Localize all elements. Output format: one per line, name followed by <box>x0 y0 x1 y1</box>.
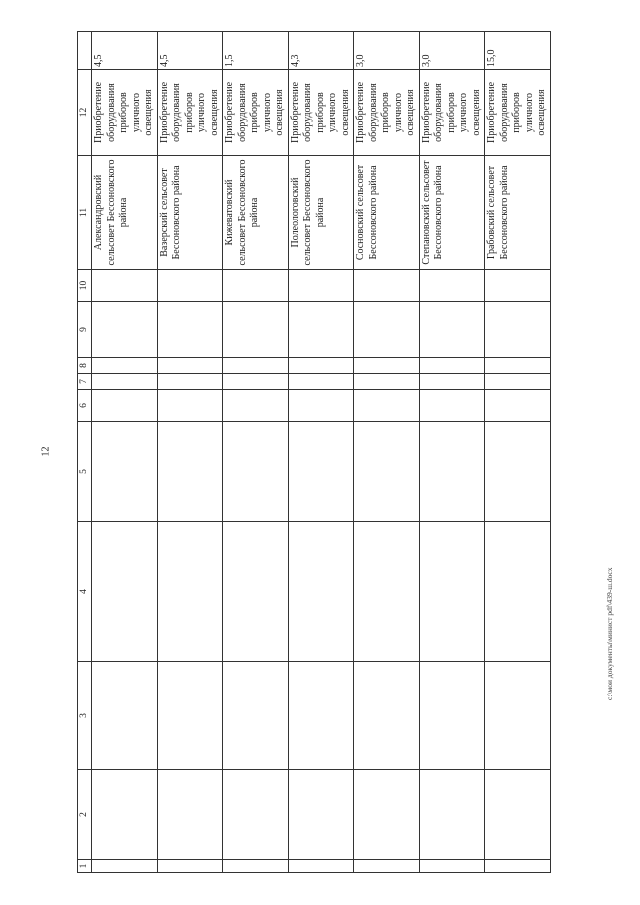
col-header-4: 4 <box>78 522 92 662</box>
table-cell <box>92 270 158 302</box>
table-cell <box>223 860 289 873</box>
organization-cell: Кижеватовский сельсовет Бессоновского района <box>223 156 289 270</box>
table-cell <box>485 522 551 662</box>
table-cell <box>92 390 158 422</box>
table-cell <box>485 390 551 422</box>
table-cell <box>157 422 223 522</box>
table-cell <box>485 358 551 374</box>
table-cell <box>92 522 158 662</box>
table-cell <box>485 270 551 302</box>
table-cell <box>354 358 420 374</box>
table-cell <box>92 358 158 374</box>
organization-cell: Александровский сельсовет Бессоновского района <box>92 156 158 270</box>
table-cell <box>92 860 158 873</box>
purpose-cell: Приобретение оборудования приборов уличного освещения <box>288 70 354 156</box>
col-header-2: 2 <box>78 770 92 860</box>
table-cell <box>223 374 289 390</box>
table-cell <box>288 390 354 422</box>
table-cell <box>419 422 485 522</box>
table-cell <box>419 770 485 860</box>
table-cell <box>354 390 420 422</box>
table-cell <box>223 522 289 662</box>
table-cell <box>485 302 551 358</box>
table-cell <box>92 374 158 390</box>
table-cell <box>223 770 289 860</box>
amount-cell: 3,0 <box>354 32 420 70</box>
table-cell <box>92 422 158 522</box>
table-cell <box>288 302 354 358</box>
table-row <box>354 32 420 873</box>
purpose-cell: Приобретение оборудования приборов уличного освещения <box>485 70 551 156</box>
col-header-11: 11 <box>78 156 92 270</box>
table-cell <box>92 770 158 860</box>
column-number-row <box>78 32 92 873</box>
table-cell <box>354 302 420 358</box>
col-header-5: 5 <box>78 422 92 522</box>
table-cell <box>157 374 223 390</box>
table-cell <box>157 770 223 860</box>
table-cell <box>157 270 223 302</box>
table-cell <box>419 270 485 302</box>
col-header-6: 6 <box>78 390 92 422</box>
table-cell <box>288 522 354 662</box>
col-header-7: 7 <box>78 374 92 390</box>
table-cell <box>157 522 223 662</box>
table-row <box>157 32 223 873</box>
table-cell <box>419 662 485 770</box>
table-cell <box>354 374 420 390</box>
table-cell <box>288 770 354 860</box>
rotated-table-container <box>77 32 585 873</box>
document-page <box>77 32 585 873</box>
amount-cell: 4,5 <box>157 32 223 70</box>
table-cell <box>485 860 551 873</box>
table-cell <box>223 390 289 422</box>
table-cell <box>223 302 289 358</box>
organization-cell: Полеологовский сельсовет Бессоновского района <box>288 156 354 270</box>
table-cell <box>288 860 354 873</box>
footer-file-path: с:\мои документы\минист pdf\439-ш.docx <box>605 567 614 700</box>
table-cell <box>485 662 551 770</box>
col-header-3: 3 <box>78 662 92 770</box>
table-cell <box>288 422 354 522</box>
table-cell <box>223 662 289 770</box>
purpose-cell: Приобретение оборудования приборов уличного освещения <box>157 70 223 156</box>
table-cell <box>288 270 354 302</box>
amount-cell: 15,0 <box>485 32 551 70</box>
table-cell <box>157 860 223 873</box>
purpose-cell: Приобретение оборудования приборов уличного освещения <box>223 70 289 156</box>
page-number: 12 <box>40 446 52 457</box>
table-row <box>419 32 485 873</box>
table-cell <box>354 860 420 873</box>
table-cell <box>288 374 354 390</box>
amount-cell: 4,3 <box>288 32 354 70</box>
amount-cell: 1,5 <box>223 32 289 70</box>
table-cell <box>419 302 485 358</box>
table-cell <box>485 422 551 522</box>
col-header-8: 8 <box>78 358 92 374</box>
table-row <box>92 32 158 873</box>
organization-cell: Степановский сельсовет Бессоновского района <box>419 156 485 270</box>
table-cell <box>288 662 354 770</box>
col-header-10: 10 <box>78 270 92 302</box>
table-cell <box>354 522 420 662</box>
table-cell <box>419 358 485 374</box>
table-cell <box>485 374 551 390</box>
table-cell <box>354 662 420 770</box>
table-cell <box>157 390 223 422</box>
col-header-1: 1 <box>78 860 92 873</box>
table-cell <box>288 358 354 374</box>
table-row <box>288 32 354 873</box>
table-cell <box>419 522 485 662</box>
table-cell <box>419 860 485 873</box>
amount-cell: 3,0 <box>419 32 485 70</box>
table-cell <box>92 662 158 770</box>
table-row <box>485 32 551 873</box>
table-cell <box>354 422 420 522</box>
col-header-12: 12 <box>78 70 92 156</box>
organization-cell: Сосновский сельсовет Бессоновского района <box>354 156 420 270</box>
table-row <box>223 32 289 873</box>
table-cell <box>223 270 289 302</box>
municipal-lighting-table <box>77 31 551 873</box>
table-cell <box>157 358 223 374</box>
table-cell <box>157 302 223 358</box>
amount-cell: 4,5 <box>92 32 158 70</box>
purpose-cell: Приобретение оборудования приборов уличного освещения <box>92 70 158 156</box>
purpose-cell: Приобретение оборудования приборов уличного освещения <box>419 70 485 156</box>
table-cell <box>419 390 485 422</box>
table-cell <box>419 374 485 390</box>
col-header-blank <box>78 32 92 70</box>
table-cell <box>485 770 551 860</box>
table-cell <box>223 422 289 522</box>
purpose-cell: Приобретение оборудования приборов уличного освещения <box>354 70 420 156</box>
table-cell <box>223 358 289 374</box>
table-cell <box>157 662 223 770</box>
organization-cell: Вазерский сельсовет Бессоновского района <box>157 156 223 270</box>
col-header-9: 9 <box>78 302 92 358</box>
table-cell <box>354 270 420 302</box>
table-cell <box>92 302 158 358</box>
organization-cell: Грабовский сельсовет Бессоновского района <box>485 156 551 270</box>
table-cell <box>354 770 420 860</box>
